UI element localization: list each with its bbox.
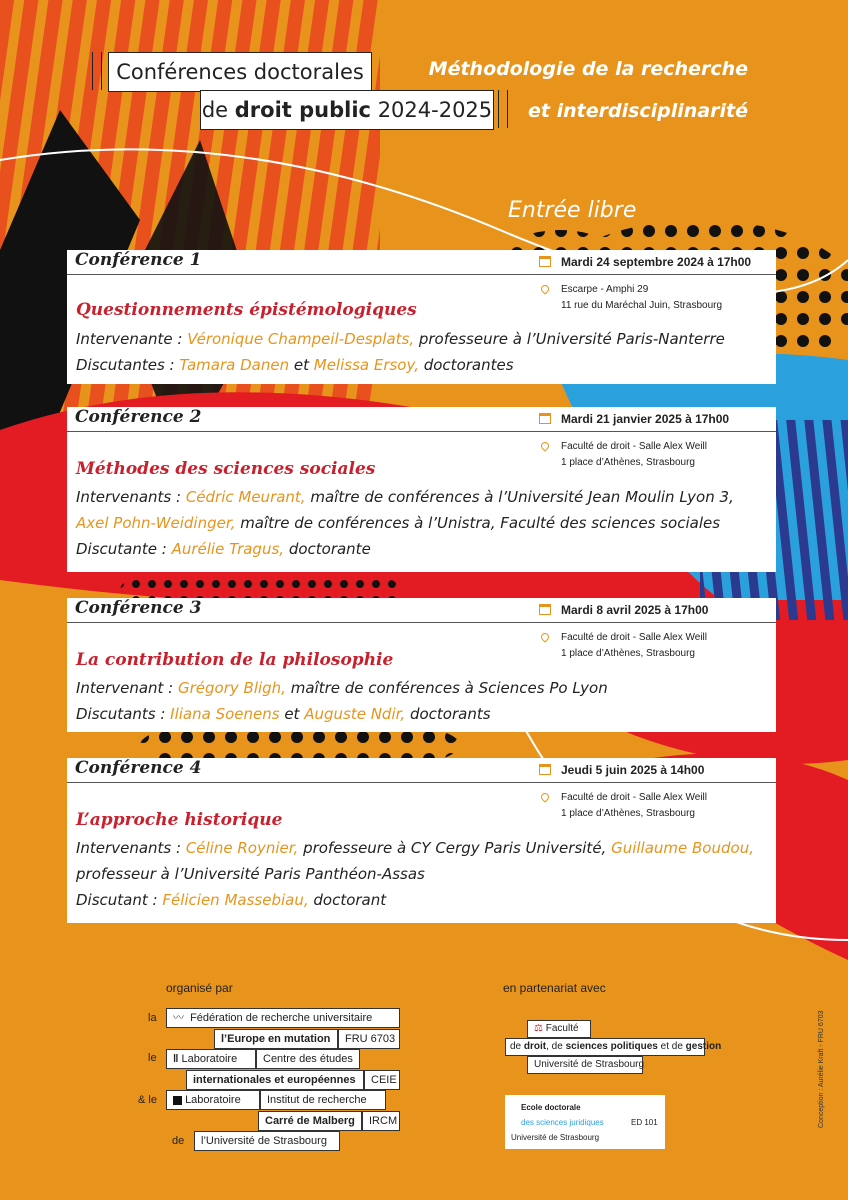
double-bar-icon: ‖ — [173, 1053, 179, 1065]
conference-location — [561, 630, 707, 662]
speaker-line — [76, 514, 720, 532]
location-pin-icon — [539, 631, 550, 642]
location-pin-icon — [539, 440, 550, 451]
bird-icon: 〰 — [173, 1012, 184, 1024]
ed-line1: Ecole doctorale — [521, 1103, 581, 1112]
conference-number: Conférence 1 — [75, 250, 202, 270]
prefix-etle: & le — [138, 1094, 157, 1106]
conference-date: Mardi 21 janvier 2025 à 17h00 — [561, 412, 730, 426]
and-text: et — [279, 705, 305, 723]
calendar-icon — [539, 413, 551, 424]
subtitle-line2: et interdisciplinarité — [528, 100, 748, 122]
conference-header — [67, 250, 776, 275]
ed-logo — [505, 1095, 665, 1149]
scales-icon: ⚖ — [534, 1023, 543, 1034]
conference-4 — [67, 758, 776, 923]
speaker-name: Céline Roynier, — [185, 839, 299, 857]
speaker-line — [76, 330, 725, 348]
discussant-line — [76, 540, 371, 558]
discussant-name: Iliana Soenens — [170, 705, 280, 723]
fac-mid2: et de — [657, 1041, 686, 1052]
calendar-icon — [539, 604, 551, 615]
fed-line2-box — [214, 1029, 338, 1049]
ceie-name2-box — [186, 1070, 364, 1090]
location-line2: 1 place d’Athènes, Strasbourg — [561, 648, 695, 659]
ircm-name1: Institut de recherche — [267, 1094, 367, 1106]
entree-libre: Entrée libre — [508, 198, 637, 223]
title-ticks — [92, 52, 102, 90]
ircm-lab-box — [166, 1090, 260, 1110]
location-pin-icon — [539, 283, 550, 294]
discussant-name: Tamara Danen — [179, 356, 290, 374]
discussant-name: Auguste Ndir, — [304, 705, 406, 723]
fac-line2-box — [505, 1038, 722, 1056]
discussant-name: Félicien Massebiau, — [162, 891, 309, 909]
title-droit-public: droit public — [234, 98, 371, 122]
conference-location — [561, 439, 707, 471]
speaker-role: professeur à l’Université Paris Panthéon-Assas — [76, 865, 425, 883]
title-line2 — [200, 90, 494, 130]
conference-date: Mardi 8 avril 2025 à 17h00 — [561, 603, 709, 617]
ircm-name2: Carré de Malberg — [265, 1115, 355, 1127]
discussant-label: Discutants : — [76, 705, 171, 723]
conference-2 — [67, 407, 776, 572]
ircm-code: IRCM — [369, 1115, 398, 1127]
title-line1: Conférences doctorales — [108, 52, 372, 92]
ircm-name1-box — [260, 1090, 386, 1110]
credit: Conception : Aurélie Kraft - FRU 6703 — [818, 1010, 825, 1128]
ceie-name1: Centre des études — [263, 1053, 353, 1065]
location-line2: 1 place d’Athènes, Strasbourg — [561, 808, 695, 819]
ircm-lab: Laboratoire — [185, 1094, 241, 1106]
discussant-role: doctorant — [308, 891, 387, 909]
discussant-name: Melissa Ersoy, — [313, 356, 419, 374]
ceie-name2: internationales et européennes — [193, 1074, 356, 1086]
location-line1: Faculté de droit - Salle Alex Weill — [561, 632, 707, 643]
speaker-line — [76, 488, 734, 506]
ed-line2: des sciences juridiques — [521, 1118, 604, 1127]
conference-header — [67, 598, 776, 623]
conference-3 — [67, 598, 776, 732]
speaker-label: Intervenants : — [76, 839, 186, 857]
conference-title: La contribution de la philosophie — [76, 650, 394, 670]
conference-number: Conférence 3 — [75, 598, 202, 618]
fac-droit: droit — [523, 1041, 547, 1052]
conference-date: Mardi 24 septembre 2024 à 17h00 — [561, 255, 752, 269]
conference-number: Conférence 2 — [75, 407, 202, 427]
conference-location — [561, 282, 722, 314]
univ: l’Université de Strasbourg — [201, 1135, 327, 1147]
speaker-name: Cédric Meurant, — [185, 488, 306, 506]
speaker-role: professeure à CY Cergy Paris Université, — [298, 839, 612, 857]
conference-title: Méthodes des sciences sociales — [76, 459, 376, 479]
ircm-code-box — [362, 1111, 400, 1131]
ed-line3: Université de Strasbourg — [511, 1133, 600, 1142]
fac-scpol: sciences politiques — [565, 1041, 658, 1052]
discussant-role: doctorants — [405, 705, 491, 723]
speaker-name: Véronique Champeil-Desplats, — [187, 330, 415, 348]
square-icon — [173, 1096, 182, 1105]
speaker-label: Intervenant : — [76, 679, 178, 697]
subtitle-line1: Méthodologie de la recherche — [428, 58, 748, 80]
speaker-role: professeure à l’Université Paris-Nanterre — [414, 330, 725, 348]
prefix-le: le — [148, 1052, 157, 1064]
location-line1: Faculté de droit - Salle Alex Weill — [561, 792, 707, 803]
ircm-name2-box — [258, 1111, 362, 1131]
discussant-role: doctorante — [284, 540, 371, 558]
title-ticks — [498, 90, 508, 128]
speaker-role: maître de conférences à Sciences Po Lyon — [285, 679, 608, 697]
location-line2: 11 rue du Maréchal Juin, Strasbourg — [561, 300, 723, 311]
ceie-code: CEIE — [371, 1074, 397, 1086]
speaker-label: Intervenante : — [76, 330, 188, 348]
conference-1 — [67, 250, 776, 384]
fac-de: de — [510, 1041, 524, 1052]
fac-line3-box — [527, 1056, 643, 1074]
partenariat-label: en partenariat avec — [503, 981, 606, 995]
conference-title: L’approche historique — [76, 810, 283, 830]
fac-line3: Université de Strasbourg — [534, 1059, 645, 1070]
conference-number: Conférence 4 — [75, 758, 202, 778]
ceie-lab: Laboratoire — [181, 1053, 238, 1065]
title-de: de — [201, 98, 229, 122]
fac-mid1: , de — [546, 1041, 566, 1052]
discussant-name: Aurélie Tragus, — [171, 540, 285, 558]
discussant-line — [76, 356, 514, 374]
speaker-line — [76, 865, 425, 883]
prefix-de: de — [172, 1135, 185, 1147]
fed-line1: Fédération de recherche universitaire — [190, 1012, 373, 1024]
prefix-la: la — [148, 1012, 157, 1024]
discussant-label: Discutante : — [76, 540, 172, 558]
ceie-code-box — [364, 1070, 400, 1090]
conference-date: Jeudi 5 juin 2025 à 14h00 — [561, 763, 705, 777]
location-line2: 1 place d’Athènes, Strasbourg — [561, 457, 695, 468]
discussant-role: doctorantes — [418, 356, 514, 374]
speaker-name: Axel Pohn-Weidinger, — [76, 514, 236, 532]
speaker-role: maître de conférences à l’Unistra, Faculté des sciences sociales — [235, 514, 721, 532]
conference-location — [561, 790, 707, 822]
fac-gestion: gestion — [685, 1041, 722, 1052]
univ-box — [194, 1131, 340, 1151]
fed-logo-box — [166, 1008, 400, 1028]
location-line1: Faculté de droit - Salle Alex Weill — [561, 441, 707, 452]
speaker-label: Intervenants : — [76, 488, 186, 506]
ed-code: ED 101 — [631, 1118, 658, 1127]
ceie-name1-box — [256, 1049, 360, 1069]
discussant-label: Discutant : — [76, 891, 163, 909]
title-year: 2024-2025 — [377, 98, 493, 122]
conference-title: Questionnements épistémologiques — [76, 300, 417, 320]
discussant-line — [76, 705, 491, 723]
fed-code: FRU 6703 — [345, 1033, 396, 1045]
speaker-name: Grégory Bligh, — [178, 679, 286, 697]
speaker-line — [76, 679, 608, 697]
discussant-label: Discutantes : — [76, 356, 180, 374]
speaker-role: maître de conférences à l’Université Jean Moulin Lyon 3, — [305, 488, 734, 506]
fac-line1: Faculté — [545, 1023, 579, 1034]
speaker-line — [76, 839, 754, 857]
location-pin-icon — [539, 791, 550, 802]
fed-line2: l’Europe en mutation — [221, 1033, 331, 1045]
calendar-icon — [539, 256, 551, 267]
fac-line1-box — [527, 1020, 591, 1038]
location-line1: Escarpe - Amphi 29 — [561, 284, 649, 295]
ceie-lab-box — [166, 1049, 256, 1069]
calendar-icon — [539, 764, 551, 775]
discussant-line — [76, 891, 386, 909]
and-text: et — [289, 356, 314, 374]
conference-header — [67, 758, 776, 783]
fed-code-box — [338, 1029, 400, 1049]
speaker-name: Guillaume Boudou, — [611, 839, 754, 857]
organise-par-label: organisé par — [166, 981, 233, 995]
conference-header — [67, 407, 776, 432]
